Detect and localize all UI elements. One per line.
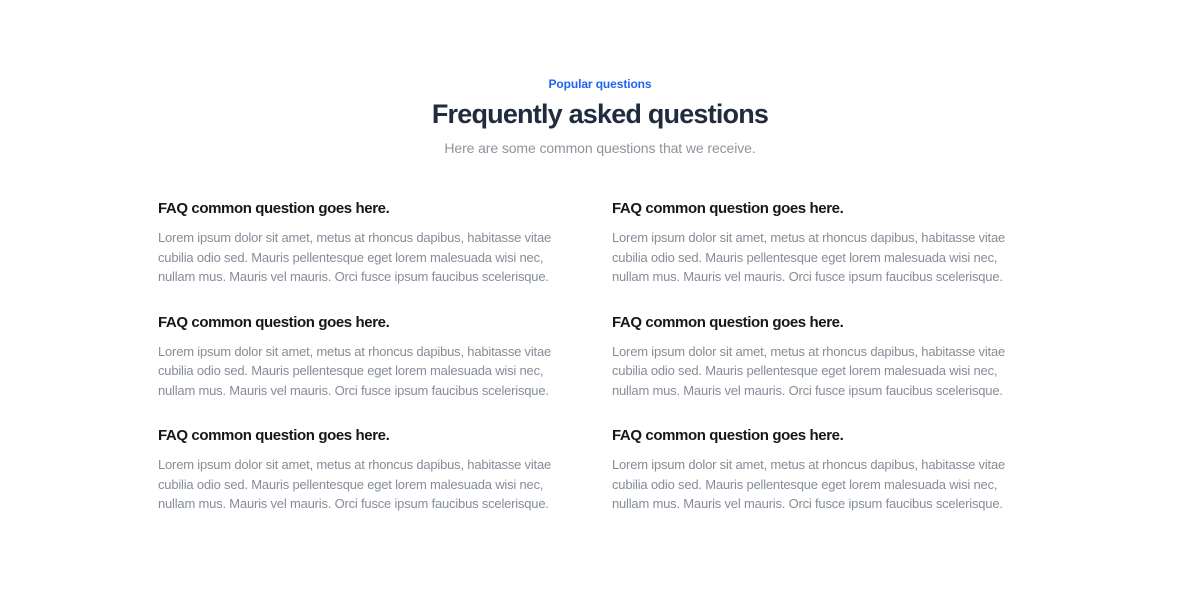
faq-body-line: cubilia odio sed. Mauris pellentesque eget lorem malesuada wisi nec, [158,249,544,265]
faq-body-line: nullam mus. Mauris vel mauris. Orci fusce ipsum faucibus scelerisque. [612,269,1003,284]
faq-body-line: cubilia odio sed. Mauris pellentesque eget lorem malesuada wisi nec, [158,476,544,492]
faq-body-line: nullam mus. Mauris vel mauris. Orci fusce ipsum faucibus scelerisque. [158,269,549,284]
faq-item [158,199,578,287]
faq-body-line: cubilia odio sed. Mauris pellentesque eget lorem malesuada wisi nec, [612,249,998,265]
faq-body-line: nullam mus. Mauris vel mauris. Orci fusce ipsum faucibus scelerisque. [158,496,549,511]
faq-body-line: Lorem ipsum dolor sit amet, metus at rhoncus dapibus, habitasse vitae [612,343,1006,359]
faq-item [612,313,1032,401]
faq-body-line: Lorem ipsum dolor sit amet, metus at rhoncus dapibus, habitasse vitae [158,343,552,359]
faq-item [612,199,1032,287]
faq-body-line: cubilia odio sed. Mauris pellentesque eget lorem malesuada wisi nec, [158,363,544,378]
faq-body-line: Lorem ipsum dolor sit amet, metus at rhoncus dapibus, habitasse vitae [612,457,1006,472]
faq-question: FAQ common question goes here. [158,427,390,444]
faq-section-header [0,0,1200,157]
faq-item [158,313,578,401]
faq-question: FAQ common question goes here. [612,200,844,217]
faq-body-line: Lorem ipsum dolor sit amet, metus at rhoncus dapibus, habitasse vitae [158,230,552,245]
faq-body-line: nullam mus. Mauris vel mauris. Orci fusce ipsum faucibus scelerisque. [612,496,1003,511]
faq-body-line: nullam mus. Mauris vel mauris. Orci fusce ipsum faucibus scelerisque. [158,382,549,398]
page-title: Frequently asked questions [431,99,769,129]
faq-question: FAQ common question goes here. [158,200,390,217]
page-subtitle: Here are some common questions that we receive. [444,140,756,156]
faq-grid [158,199,1200,514]
faq-item [612,426,1032,514]
faq-body-line: nullam mus. Mauris vel mauris. Orci fusce ipsum faucibus scelerisque. [612,382,1003,398]
faq-question: FAQ common question goes here. [612,313,844,331]
eyebrow-label: Popular questions [548,77,652,91]
faq-body-line: cubilia odio sed. Mauris pellentesque eget lorem malesuada wisi nec, [612,363,998,378]
faq-body-line: Lorem ipsum dolor sit amet, metus at rhoncus dapibus, habitasse vitae [158,457,552,472]
faq-body-line: cubilia odio sed. Mauris pellentesque eget lorem malesuada wisi nec, [612,476,998,492]
faq-item [158,426,578,514]
faq-question: FAQ common question goes here. [158,313,390,331]
faq-body-line: Lorem ipsum dolor sit amet, metus at rhoncus dapibus, habitasse vitae [612,230,1006,245]
faq-question: FAQ common question goes here. [612,427,844,444]
